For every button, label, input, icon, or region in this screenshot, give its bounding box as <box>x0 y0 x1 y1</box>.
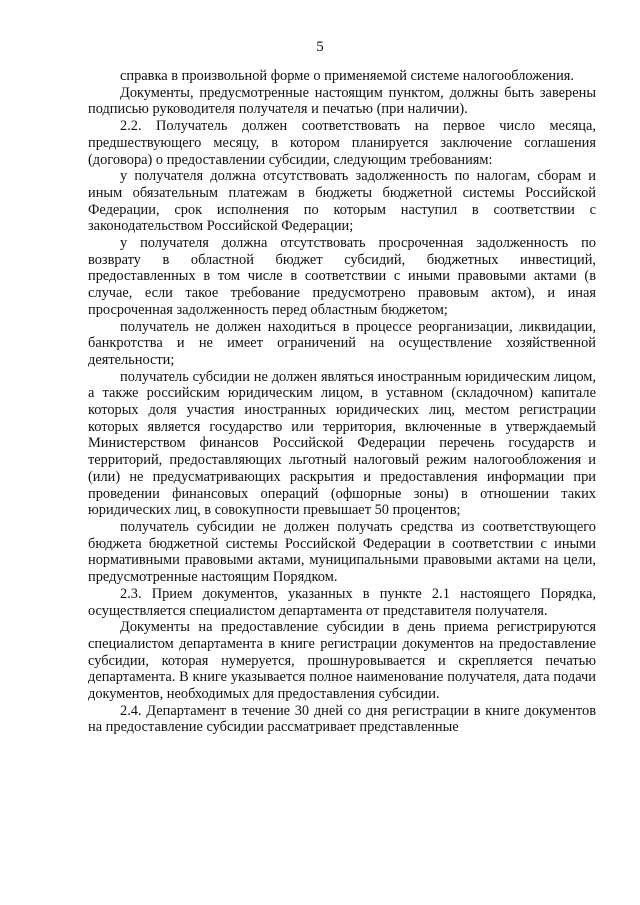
paragraph-no-other-budget-funds: получатель субсидии не должен получать средства из соответствующего бюджета бюджетной системы Российской Федерации в соответствии с иными нормативными правовыми актами, муниципальными правовыми актами на цели, предусмотренные настоящим Порядком. <box>88 518 596 586</box>
paragraph-section-2-3: 2.3. Прием документов, указанных в пункте 2.1 настоящего Порядка, осуществляется специалистом департамента от представителя получателя. <box>88 585 596 619</box>
paragraph-section-2-4: 2.4. Департамент в течение 30 дней со дня регистрации в книге документов на предоставление субсидии рассматривает представленные <box>88 702 596 736</box>
page-number: 5 <box>316 39 324 55</box>
paragraph-tax-system-certificate: справка в произвольной форме о применяемой системе налогообложения. <box>120 68 575 84</box>
document-body <box>88 68 596 736</box>
paragraph-no-reorganization: получатель не должен находиться в процессе реорганизации, ликвидации, банкротства и не имеет ограничений на осуществление хозяйственной деятельности; <box>88 318 596 368</box>
paragraph-registration-book: Документы на предоставление субсидии в день приема регистрируются специалистом департамента в книге регистрации документов на предоставление субсидии, которая нумеруется, прошнуровывается и скрепляется печатью департамента. В книге указывается полное наименование получателя, дата подачи документов, необходимых для предоставления субсидии. <box>88 619 596 703</box>
paragraph-documents-certification: Документы, предусмотренные настоящим пунктом, должны быть заверены подписью руководителя получателя и печатью (при наличии). <box>88 84 596 118</box>
paragraph-no-tax-debt: у получателя должна отсутствовать задолженность по налогам, сборам и иным обязательным платежам в бюджеты бюджетной системы Российской Федерации, срок исполнения по которым наступил в соответствии с законодательством Российской Федерации; <box>88 168 596 235</box>
paragraph-not-foreign-entity: получатель субсидии не должен являться иностранным юридическим лицом, а также российским юридическим лицом, в уставном (складочном) капитале которых доля участия иностранных юридических лиц, местом регистрации которых является государство или территория, включенные в утверждаемый Министерством финансов Российской Федерации перечень государств и территорий, предоставляющих льготный налоговый режим налогообложения и (или) не предусматривающих раскрытия и предоставления информации при проведении финансовых операций (офшорные зоны) в отношении таких юридических лиц, в совокупности превышает 50 процентов; <box>88 368 596 519</box>
paragraph-section-2-2: 2.2. Получатель должен соответствовать на первое число месяца, предшествующего месяцу, в котором планируется заключение соглашения (договора) о предоставлении субсидии, следующим требованиям: <box>88 118 596 168</box>
paragraph-no-overdue-debt: у получателя должна отсутствовать просроченная задолженность по возврату в областной бюджет субсидий, бюджетных инвестиций, предоставленных в том числе в соответствии с иными правовыми актами (в случае, если такое требование предусмотрено правовым актом), и иная просроченная задолженность перед областным бюджетом; <box>88 235 596 318</box>
